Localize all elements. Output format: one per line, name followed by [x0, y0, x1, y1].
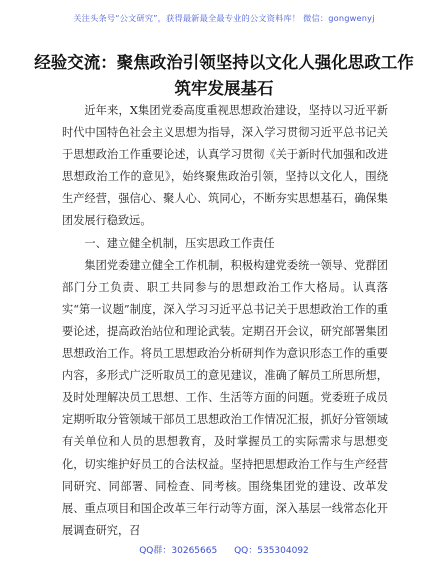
document-title: 经验交流：聚焦政治引领坚持以文化人强化思政工作筑牢发展基石 [34, 53, 414, 98]
qq-text: QQ：535304092 [234, 546, 309, 556]
contact-footer [0, 543, 448, 556]
qq-group-text: QQ群：30265665 [139, 546, 218, 556]
section-heading: 一、建立健全机制，压实思政工作责任 [84, 236, 275, 250]
section-paragraph: 集团党委建立健全工作机制，积极构建党委统一领导、党群团部门分工负责、职工共同参与的思想政治工作大格局。认真落实“第一议题”制度，深入学习习近平总书记关于思想政治工作的重要论述，提高政治站位和理论武装。定期召开会议，研究部署集团思想政治工作。将员工思想政治分析研判作为意识形态工作的重要内容，多形式广泛听取员工的意见建议，准确了解员工所思所想，及时处理解决员工思想、工作、生活等方面的问题。党委班子成员定期听取分管领域干部员工思想政治工作情况汇报，抓好分管领域有关单位和人员的思想教育，及时掌握员工的实际需求与思想变化，切实维护好员工的合法权益。坚持把思想政治工作与生产经营同研究、同部署、同检查、同考核。围绕集团党的建设、改革发展、重点项目和国企改革三年行动等方面，深入基层一线常态化开展调查研究，召 [62, 258, 388, 537]
intro-paragraph: 近年来，X集团党委高度重视思想政治建设，坚持以习近平新时代中国特色社会主义思想为指导，深入学习贯彻习近平总书记关于思想政治工作重要论述，认真学习贯彻《关于新时代加强和改进思想政治工作的意见》，始终聚焦政治引领，坚持以文化人，围绕生产经营，强信心、聚人心、筑同心，不断夯实思想基石，确保集团发展行稳致远。 [62, 104, 388, 228]
document-body [62, 100, 388, 542]
promo-banner: 关注头条号“公文研究”，获得最新最全最专业的公文资料库！ 微信：gongwenyj [73, 13, 375, 23]
